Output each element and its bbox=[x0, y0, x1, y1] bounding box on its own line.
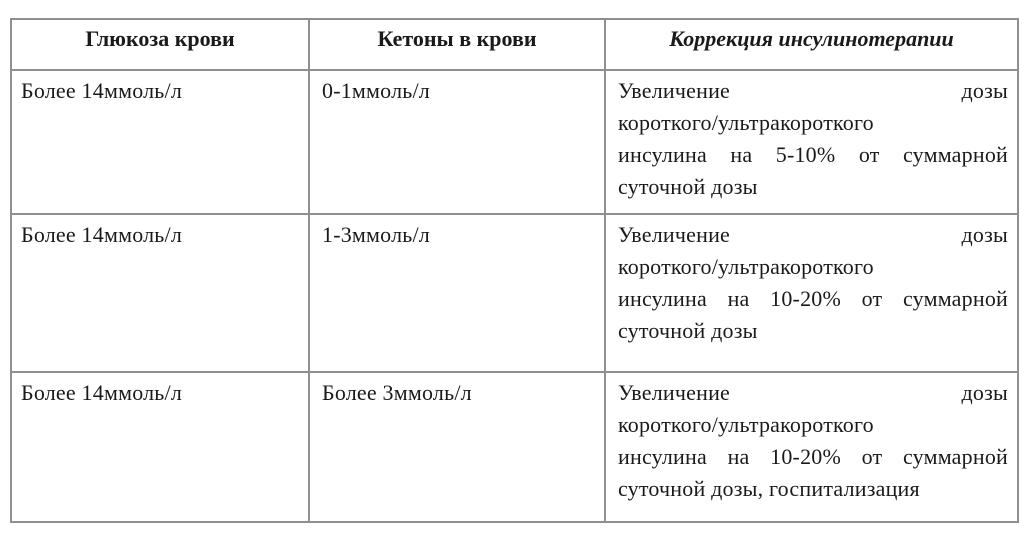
correction-cell bbox=[605, 372, 1018, 522]
correction-line: суточной дозы bbox=[618, 318, 758, 343]
ketones-cell: 0-1ммоль/л bbox=[309, 70, 605, 214]
header-correction: Коррекция инсулинотерапии bbox=[605, 19, 1018, 70]
ketones-cell: 1-3ммоль/л bbox=[309, 214, 605, 372]
ketones-cell: Более 3ммоль/л bbox=[309, 372, 605, 522]
correction-line: инсулина на 10-20% от суммарной bbox=[618, 286, 1008, 311]
glucose-cell: Более 14ммоль/л bbox=[11, 214, 309, 372]
table-row bbox=[11, 214, 1018, 372]
correction-line: суточной дозы bbox=[618, 174, 758, 199]
correction-line: короткого/ультракороткого bbox=[618, 110, 874, 135]
correction-cell bbox=[605, 214, 1018, 372]
correction-line: инсулина на 10-20% от суммарной bbox=[618, 444, 1008, 469]
header-glucose: Глюкоза крови bbox=[11, 19, 309, 70]
correction-line: инсулина на 5-10% от суммарной bbox=[618, 142, 1008, 167]
correction-line: короткого/ультракороткого bbox=[618, 412, 874, 437]
correction-line: Увеличение дозы bbox=[618, 380, 1008, 405]
correction-line: Увеличение дозы bbox=[618, 222, 1008, 247]
glucose-cell: Более 14ммоль/л bbox=[11, 372, 309, 522]
glucose-cell: Более 14ммоль/л bbox=[11, 70, 309, 214]
insulin-correction-table bbox=[10, 18, 1019, 523]
table-row bbox=[11, 372, 1018, 522]
correction-cell bbox=[605, 70, 1018, 214]
correction-line: суточной дозы, госпитализация bbox=[618, 476, 920, 501]
table-row bbox=[11, 70, 1018, 214]
correction-line: Увеличение дозы bbox=[618, 78, 1008, 103]
header-ketones: Кетоны в крови bbox=[309, 19, 605, 70]
correction-line: короткого/ультракороткого bbox=[618, 254, 874, 279]
header-row bbox=[11, 19, 1018, 70]
